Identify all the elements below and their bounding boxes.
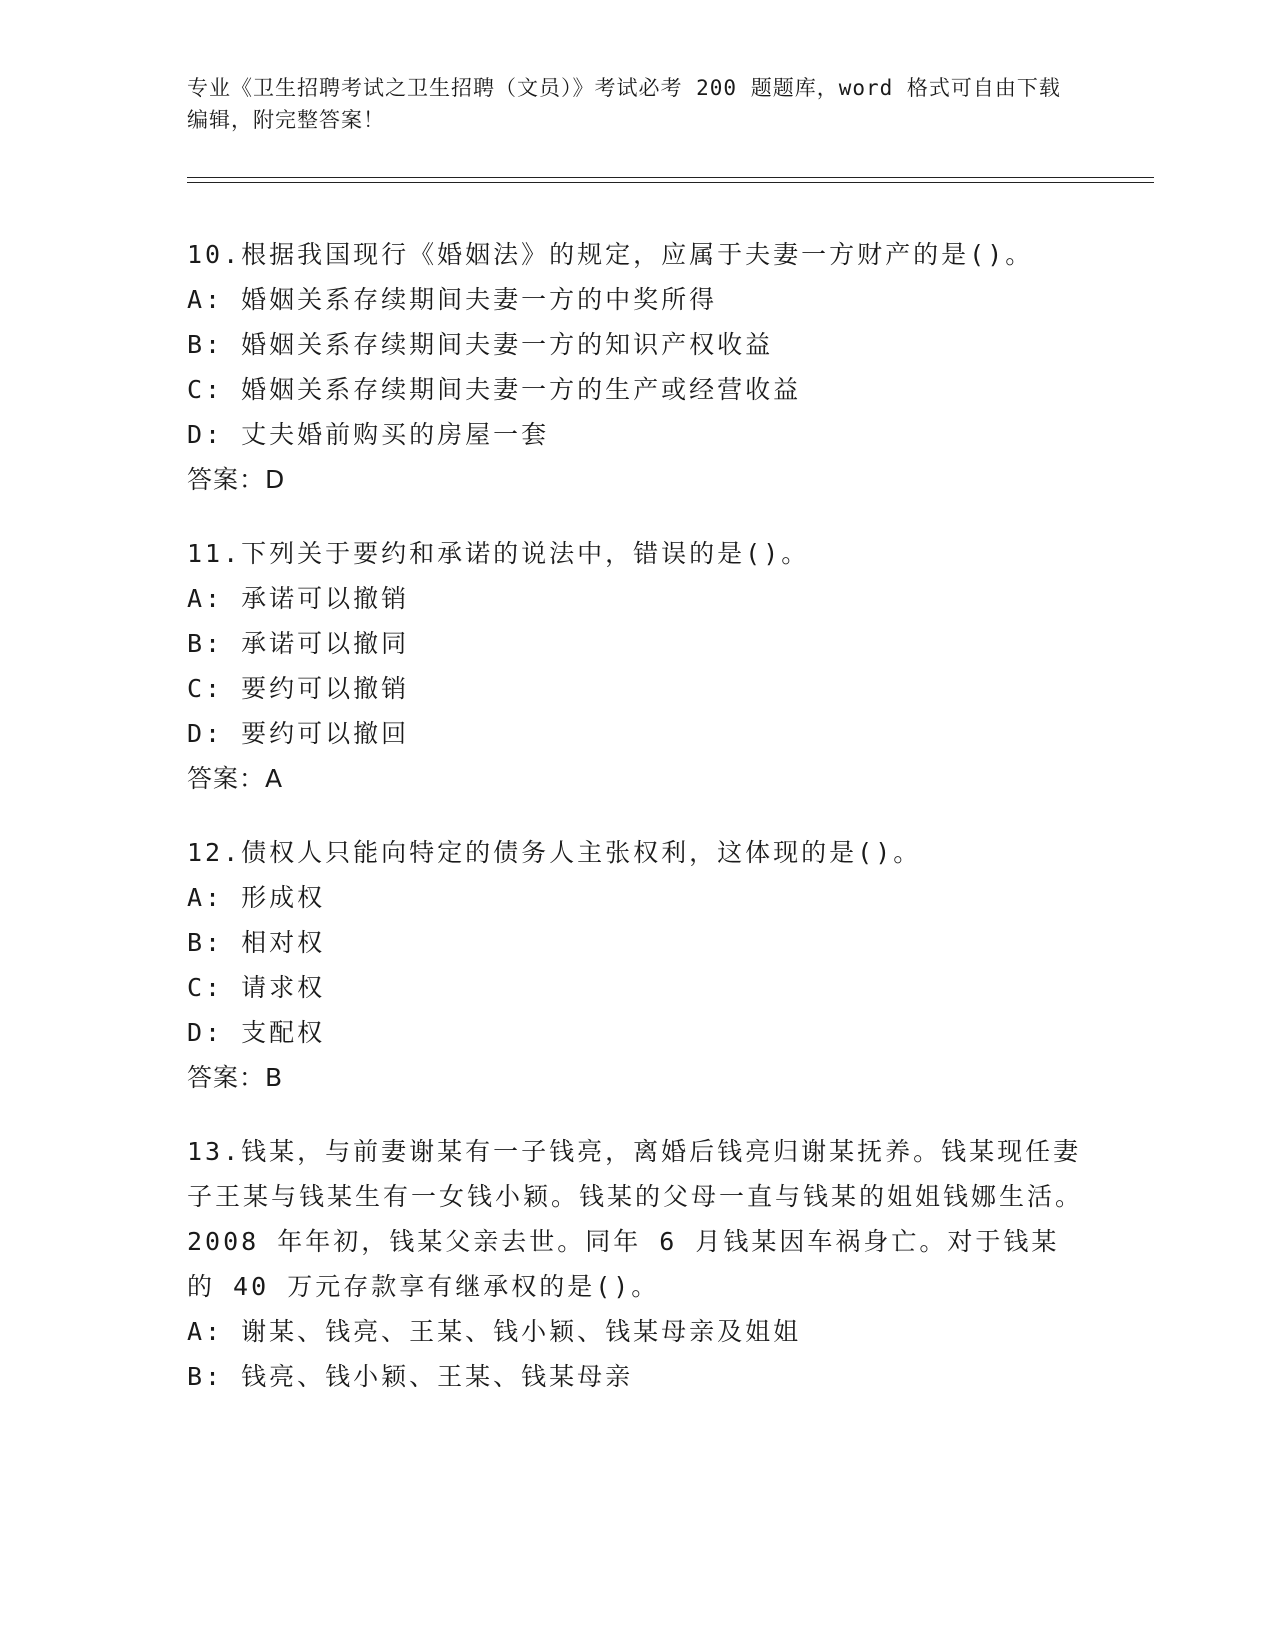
- option-c: [187, 666, 1087, 711]
- answer-value: A: [265, 764, 284, 793]
- option-letter: B:: [187, 330, 224, 359]
- question-text: 10.根据我国现行《婚姻法》的规定，应属于夫妻一方财产的是()。: [187, 240, 1034, 269]
- option-letter: B:: [187, 629, 224, 658]
- option-text: 婚姻关系存续期间夫妻一方的中奖所得: [241, 285, 718, 314]
- answer-value: D: [265, 465, 286, 494]
- option-letter: A:: [187, 1317, 224, 1346]
- header-divider-top: [187, 177, 1154, 178]
- option-text: 请求权: [241, 973, 326, 1002]
- answer-value: B: [265, 1063, 284, 1092]
- answer-line: [187, 457, 1087, 502]
- option-text: 钱亮、钱小颖、王某、钱某母亲: [241, 1362, 634, 1391]
- option-letter: D:: [187, 420, 224, 449]
- answer-label: 答案：: [187, 1063, 266, 1092]
- option-text: 要约可以撤销: [241, 674, 410, 703]
- header-divider-bottom: [187, 182, 1154, 183]
- option-d: [187, 412, 1087, 457]
- option-a: [187, 1309, 1087, 1354]
- question-list: [187, 232, 1087, 1428]
- option-b: [187, 621, 1087, 666]
- option-b: [187, 920, 1087, 965]
- question-12: [187, 830, 1087, 1100]
- question-11: [187, 531, 1087, 801]
- option-letter: D:: [187, 719, 224, 748]
- option-a: [187, 875, 1087, 920]
- question-13: [187, 1129, 1087, 1399]
- option-letter: C:: [187, 973, 224, 1002]
- answer-label: 答案：: [187, 764, 266, 793]
- option-letter: A:: [187, 883, 224, 912]
- option-letter: A:: [187, 285, 224, 314]
- option-b: [187, 322, 1087, 367]
- option-a: [187, 576, 1087, 621]
- option-c: [187, 965, 1087, 1010]
- answer-label: 答案：: [187, 465, 266, 494]
- option-letter: A:: [187, 584, 224, 613]
- question-text: 13.钱某，与前妻谢某有一子钱亮，离婚后钱亮归谢某抚养。钱某现任妻子王某与钱某生有一女钱小颖。钱某的父母一直与钱某的姐姐钱娜生活。2008 年年初，钱某父亲去世。同年 6 月钱某因车祸身亡。对于钱某的 40 万元存款享有继承权的是()。: [187, 1137, 1084, 1301]
- option-letter: B:: [187, 928, 224, 957]
- answer-line: [187, 1055, 1087, 1100]
- option-d: [187, 1010, 1087, 1055]
- option-text: 丈夫婚前购买的房屋一套: [241, 420, 550, 449]
- option-d: [187, 711, 1087, 756]
- option-text: 要约可以撤回: [241, 719, 410, 748]
- option-text: 婚姻关系存续期间夫妻一方的知识产权收益: [241, 330, 774, 359]
- option-letter: C:: [187, 674, 224, 703]
- question-10: [187, 232, 1087, 502]
- option-text: 相对权: [241, 928, 326, 957]
- option-letter: B:: [187, 1362, 224, 1391]
- option-text: 承诺可以撤销: [241, 584, 410, 613]
- option-text: 支配权: [241, 1018, 326, 1047]
- option-text: 形成权: [241, 883, 326, 912]
- option-letter: C:: [187, 375, 224, 404]
- question-text: 11.下列关于要约和承诺的说法中，错误的是()。: [187, 539, 810, 568]
- document-intro: 专业《卫生招聘考试之卫生招聘（文员）》考试必考 200 题题库，word 格式可自由下载编辑，附完整答案！: [187, 76, 1061, 132]
- answer-line: [187, 756, 1087, 801]
- option-c: [187, 367, 1087, 412]
- option-b: [187, 1354, 1087, 1399]
- option-a: [187, 277, 1087, 322]
- option-letter: D:: [187, 1018, 224, 1047]
- question-text: 12.债权人只能向特定的债务人主张权利，这体现的是()。: [187, 838, 922, 867]
- option-text: 谢某、钱亮、王某、钱小颖、钱某母亲及姐姐: [241, 1317, 802, 1346]
- option-text: 承诺可以撤同: [241, 629, 410, 658]
- option-text: 婚姻关系存续期间夫妻一方的生产或经营收益: [241, 375, 802, 404]
